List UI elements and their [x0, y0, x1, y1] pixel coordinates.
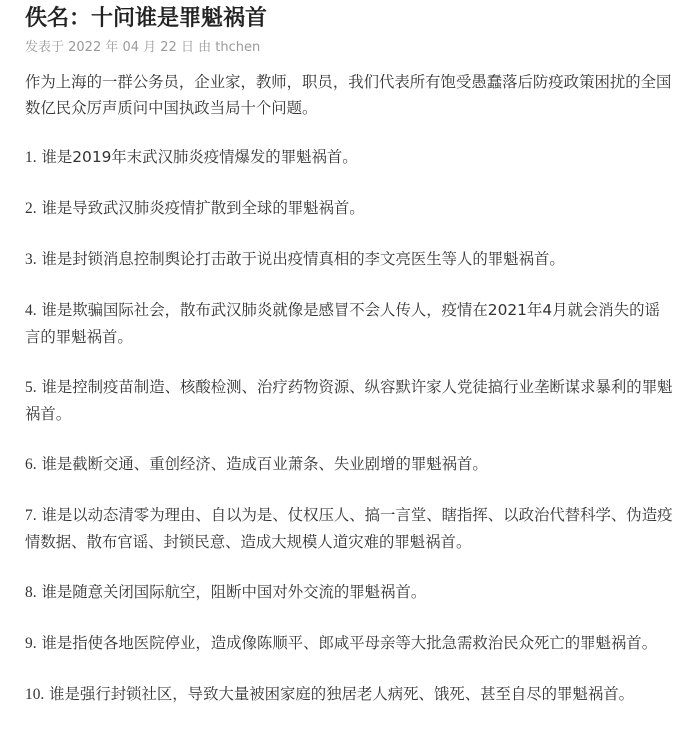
question-item: [25, 451, 675, 478]
question-number: 6.: [25, 456, 37, 473]
article-intro: 作为上海的一群公务员，企业家，教师，职员，我们代表所有饱受愚蠢落后防疫政策困扰的全国数亿民众厉声质问中国执政当局十个问题。: [25, 73, 672, 117]
question-number: 9.: [25, 635, 37, 652]
question-list: [25, 144, 675, 708]
question-number: 10.: [25, 686, 45, 703]
question-number: 8.: [25, 584, 37, 601]
question-item: [25, 195, 675, 222]
question-text: 谁是2019年末武汉肺炎疫情爆发的罪魁祸首。: [41, 148, 358, 166]
question-number: 4.: [25, 302, 37, 319]
question-item: [25, 502, 675, 555]
question-number: 7.: [25, 507, 37, 524]
question-text: 谁是欺骗国际社会，散布武汉肺炎就像是感冒不会人传人，疫情在2021年4月就会消失的谣言的罪魁祸首。: [25, 301, 660, 346]
question-number: 2.: [25, 200, 37, 217]
question-item: [25, 297, 675, 350]
article-title: 佚名：十问谁是罪魁祸首: [25, 6, 268, 31]
question-text: 谁是以动态清零为理由、自以为是、仗权压人、搞一言堂、瞎指挥、以政治代替科学、伪造疫情数据、散布官谣、封锁民意、造成大规模人道灾难的罪魁祸首。: [25, 506, 673, 551]
question-item: [25, 246, 675, 273]
question-text: 谁是封锁消息控制舆论打击敢于说出疫情真相的李文亮医生等人的罪魁祸首。: [41, 250, 565, 268]
question-item: [25, 681, 675, 708]
question-item: [25, 630, 675, 657]
question-text: 谁是强行封锁社区，导致大量被困家庭的独居老人病死、饿死、甚至自尽的罪魁祸首。: [49, 685, 635, 703]
article-meta: 发表于 2022 年 04 月 22 日 由 thchen: [25, 40, 261, 55]
question-text: 谁是指使各地医院停业，造成像陈顺平、郎咸平母亲等大批急需救治民众死亡的罪魁祸首。: [41, 634, 658, 652]
question-item: [25, 374, 675, 427]
question-text: 谁是随意关闭国际航空，阻断中国对外交流的罪魁祸首。: [41, 583, 427, 601]
question-text: 谁是导致武汉肺炎疫情扩散到全球的罪魁祸首。: [41, 199, 365, 217]
question-number: 1.: [25, 149, 37, 166]
question-number: 3.: [25, 251, 37, 268]
article: [25, 0, 675, 708]
question-text: 谁是控制疫苗制造、核酸检测、治疗药物资源、纵容默许家人党徒搞行业垄断谋求暴利的罪魁祸首。: [25, 378, 673, 423]
question-item: [25, 579, 675, 606]
question-text: 谁是截断交通、重创经济、造成百业萧条、失业剧增的罪魁祸首。: [41, 455, 488, 473]
question-item: [25, 144, 675, 171]
question-number: 5.: [25, 379, 37, 396]
